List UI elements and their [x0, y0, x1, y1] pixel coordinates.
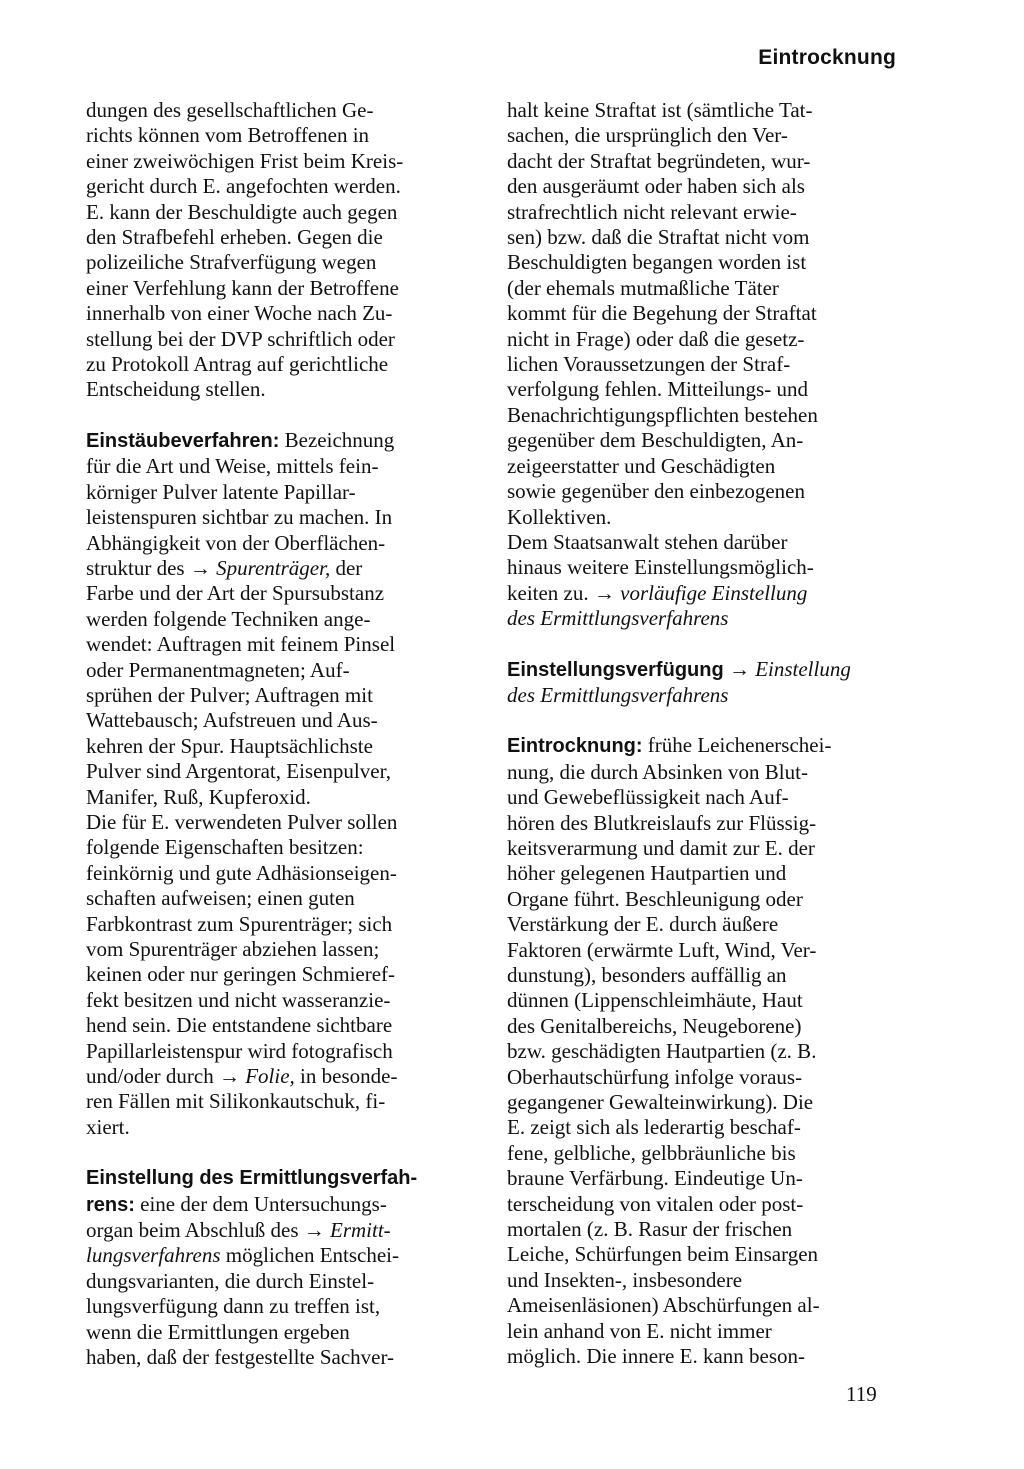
text-line: fene, gelbliche, gelbbräunliche bis: [507, 1140, 796, 1165]
text-line: dünnen (Lippenschleimhäute, Haut: [507, 988, 803, 1013]
text-line: mortalen (z. B. Rasur der frischen: [507, 1217, 793, 1242]
text-line: Verstärkung der E. durch äußere: [507, 912, 779, 937]
cross-reference: lungsverfahrens: [86, 1243, 221, 1268]
text-line: nung, die durch Absinken von Blut-: [507, 759, 808, 784]
cross-reference: vorläufige Einstellung: [620, 580, 808, 605]
text-line: lein anhand von E. nicht immer: [507, 1318, 772, 1343]
text-line: Farbkontrast zum Spurenträger; sich: [86, 911, 393, 936]
text-line: den ausgeräumt oder haben sich als: [507, 174, 805, 199]
text-line: sowie gegenüber den einbezogenen: [507, 479, 805, 504]
text-line: ren Fällen mit Silikonkautschuk, fi-: [86, 1089, 386, 1114]
cross-reference: Folie,: [245, 1064, 295, 1089]
entry-eintrocknung: [507, 733, 907, 1369]
paragraph-continuation: [86, 98, 486, 403]
text-line: richts können vom Betroffenen in: [86, 123, 370, 148]
text-line: stellung bei der DVP schriftlich oder: [86, 326, 395, 351]
cross-reference: des Ermittlungsverfahrens: [507, 682, 729, 707]
text-line: E. zeigt sich als lederartig beschaf-: [507, 1115, 801, 1140]
entry-term: Eintrocknung:: [507, 735, 643, 758]
arrow-text: →: [723, 656, 756, 681]
text-line: und/oder durch →: [86, 1064, 246, 1089]
text-line: Manifer, Ruß, Kupferoxid.: [86, 784, 311, 809]
text-line: fekt besitzen und nicht wasseranzie-: [86, 987, 391, 1012]
text-line: Dem Staatsanwalt stehen darüber: [507, 529, 788, 554]
text-line: sprühen der Pulver; Auftragen mit: [86, 682, 373, 707]
text-line: leistenspuren sichtbar zu machen. In: [86, 505, 393, 530]
text-line: Pulver sind Argentorat, Eisenpulver,: [86, 759, 391, 784]
cross-reference: des Ermittlungsverfahrens: [507, 606, 729, 631]
text-line: Leiche, Schürfungen beim Einsargen: [507, 1242, 819, 1267]
text-line: gegangener Gewalteinwirkung). Die: [507, 1090, 814, 1115]
text-line: folgende Eigenschaften besitzen:: [86, 835, 364, 860]
text-line: feinkörnig und gute Adhäsionseigen-: [86, 860, 397, 885]
entry-term: rens:: [86, 1193, 135, 1216]
text-line: dungsvarianten, die durch Einstel-: [86, 1268, 375, 1293]
cross-reference: Ermitt-: [330, 1218, 391, 1243]
text-line: kommt für die Begehung der Straftat: [507, 301, 817, 326]
entry-einstellungsverfuegung: [507, 657, 907, 709]
text-line: nicht in Frage) oder daß die gesetz-: [507, 326, 805, 351]
text-line: wenn die Ermittlungen ergeben: [86, 1319, 350, 1344]
text-line: der: [330, 555, 363, 580]
text-line: kehren der Spur. Hauptsächlichste: [86, 733, 373, 758]
text-line: Kollektiven.: [507, 504, 612, 529]
text-line: verfolgung fehlen. Mitteilungs- und: [507, 377, 808, 402]
text-line: hinaus weitere Einstellungsmöglich-: [507, 555, 814, 580]
text-line: hören des Blutkreislaufs zur Flüssig-: [507, 810, 817, 835]
text-line: hend sein. Die entstandene sichtbare: [86, 1013, 393, 1038]
text-line: struktur des →: [86, 555, 217, 580]
text-line: dacht der Straftat begründeten, wur-: [507, 148, 811, 173]
text-line: Benachrichtigungspflichten bestehen: [507, 402, 818, 427]
left-column: [86, 98, 486, 1371]
entry-term: Einstellungsverfügung: [507, 658, 724, 681]
text-line: (der ehemals mutmaßliche Täter: [507, 275, 779, 300]
text-line: strafrechtlich nicht relevant erwie-: [507, 199, 797, 224]
text-line: wendet: Auftragen mit feinem Pinsel: [86, 632, 396, 657]
text-line: werden folgende Techniken ange-: [86, 606, 371, 631]
text-line: Faktoren (erwärmte Luft, Wind, Ver-: [507, 937, 817, 962]
text-line: oder Permanentmagneten; Auf-: [86, 657, 350, 682]
entry-term: Einstäubeverfahren:: [86, 429, 280, 452]
text-line: in besonde-: [294, 1064, 398, 1089]
text-line: möglich. Die innere E. kann beson-: [507, 1344, 805, 1369]
entry-einstaeubeverfahren: [86, 428, 486, 1140]
text-line: braune Verfärbung. Eindeutige Un-: [507, 1166, 803, 1191]
text-line: polizeiliche Strafverfügung wegen: [86, 250, 377, 275]
text-line: zu Protokoll Antrag auf gerichtliche: [86, 352, 389, 377]
text-line: vom Spurenträger abziehen lassen;: [86, 937, 380, 961]
text-line: haben, daß der festgestellte Sachver-: [86, 1345, 395, 1370]
cross-reference: Spurenträger,: [216, 555, 331, 580]
text-line: Entscheidung stellen.: [86, 377, 266, 402]
text-line: körniger Pulver latente Papillar-: [86, 479, 356, 504]
text-line: keinen oder nur geringen Schmieref-: [86, 962, 396, 987]
text-line: keitsverarmung und damit zur E. der: [507, 835, 815, 860]
text-line: xiert.: [86, 1114, 130, 1139]
text-line: zeigeerstatter und Geschädigten: [507, 453, 776, 478]
text-line: frühe Leichenerschei-: [642, 733, 832, 758]
text-line: dungen des gesellschaftlichen Ge-: [86, 98, 374, 122]
text-line: Ameisenläsionen) Abschürfungen al-: [507, 1293, 820, 1318]
text-line: Papillarleistenspur wird fotografisch: [86, 1038, 393, 1063]
page-number: 119: [846, 1382, 877, 1406]
text-line: Wattebausch; Aufstreuen und Aus-: [86, 708, 378, 733]
entry-term: Einstellung des Ermittlungsverfah-: [86, 1167, 418, 1190]
text-line: Bezeichnung: [279, 427, 395, 452]
text-line: dunstung), besonders auffällig an: [507, 963, 787, 987]
text-line: einer zweiwöchigen Frist beim Kreis-: [86, 148, 404, 173]
running-header: Eintrocknung: [758, 46, 896, 69]
text-line: des Genitalbereichs, Neugeborene): [507, 1013, 802, 1038]
text-line: keiten zu. →: [507, 580, 621, 605]
paragraph-continuation: [507, 98, 907, 632]
text-line: Oberhautschürfung infolge voraus-: [507, 1064, 803, 1089]
text-line: sen) bzw. daß die Straftat nicht vom: [507, 225, 810, 250]
text-line: gegenüber dem Beschuldigten, An-: [507, 428, 804, 453]
text-line: Die für E. verwendeten Pulver sollen: [86, 809, 398, 834]
text-line: terscheidung von vitalen oder post-: [507, 1191, 804, 1216]
right-column: [507, 98, 907, 1370]
text-line: halt keine Straftat ist (sämtliche Tat-: [507, 98, 813, 122]
text-line: E. kann der Beschuldigte auch gegen: [86, 199, 398, 224]
text-line: organ beim Abschluß des →: [86, 1218, 331, 1243]
text-line: lichen Voraussetzungen der Straf-: [507, 352, 791, 377]
text-line: innerhalb von einer Woche nach Zu-: [86, 301, 393, 326]
text-line: eine der dem Untersuchungs-: [134, 1191, 387, 1216]
entry-einstellung-ermittlungsverfahren: [86, 1165, 486, 1370]
text-line: Abhängigkeit von der Oberflächen-: [86, 530, 386, 555]
text-line: lungsverfügung dann zu treffen ist,: [86, 1294, 381, 1319]
text-line: einer Verfehlung kann der Betroffene: [86, 275, 399, 300]
text-line: höher gelegenen Hautpartien und: [507, 861, 787, 886]
text-line: den Strafbefehl erheben. Gegen die: [86, 225, 383, 250]
cross-reference: Einstellung: [755, 656, 851, 681]
text-line: für die Art und Weise, mittels fein-: [86, 454, 379, 479]
text-line: sachen, die ursprünglich den Ver-: [507, 123, 788, 148]
text-line: und Insekten-, insbesondere: [507, 1267, 743, 1292]
text-line: möglichen Entschei-: [220, 1243, 399, 1268]
text-line: bzw. geschädigten Hautpartien (z. B.: [507, 1039, 817, 1064]
text-line: Beschuldigten begangen worden ist: [507, 250, 807, 275]
text-line: und Gewebeflüssigkeit nach Auf-: [507, 785, 789, 810]
text-line: schaften aufweisen; einen guten: [86, 886, 355, 911]
text-line: Organe führt. Beschleunigung oder: [507, 886, 803, 911]
text-line: Farbe und der Art der Spursubstanz: [86, 581, 385, 606]
text-line: gericht durch E. angefochten werden.: [86, 174, 401, 199]
